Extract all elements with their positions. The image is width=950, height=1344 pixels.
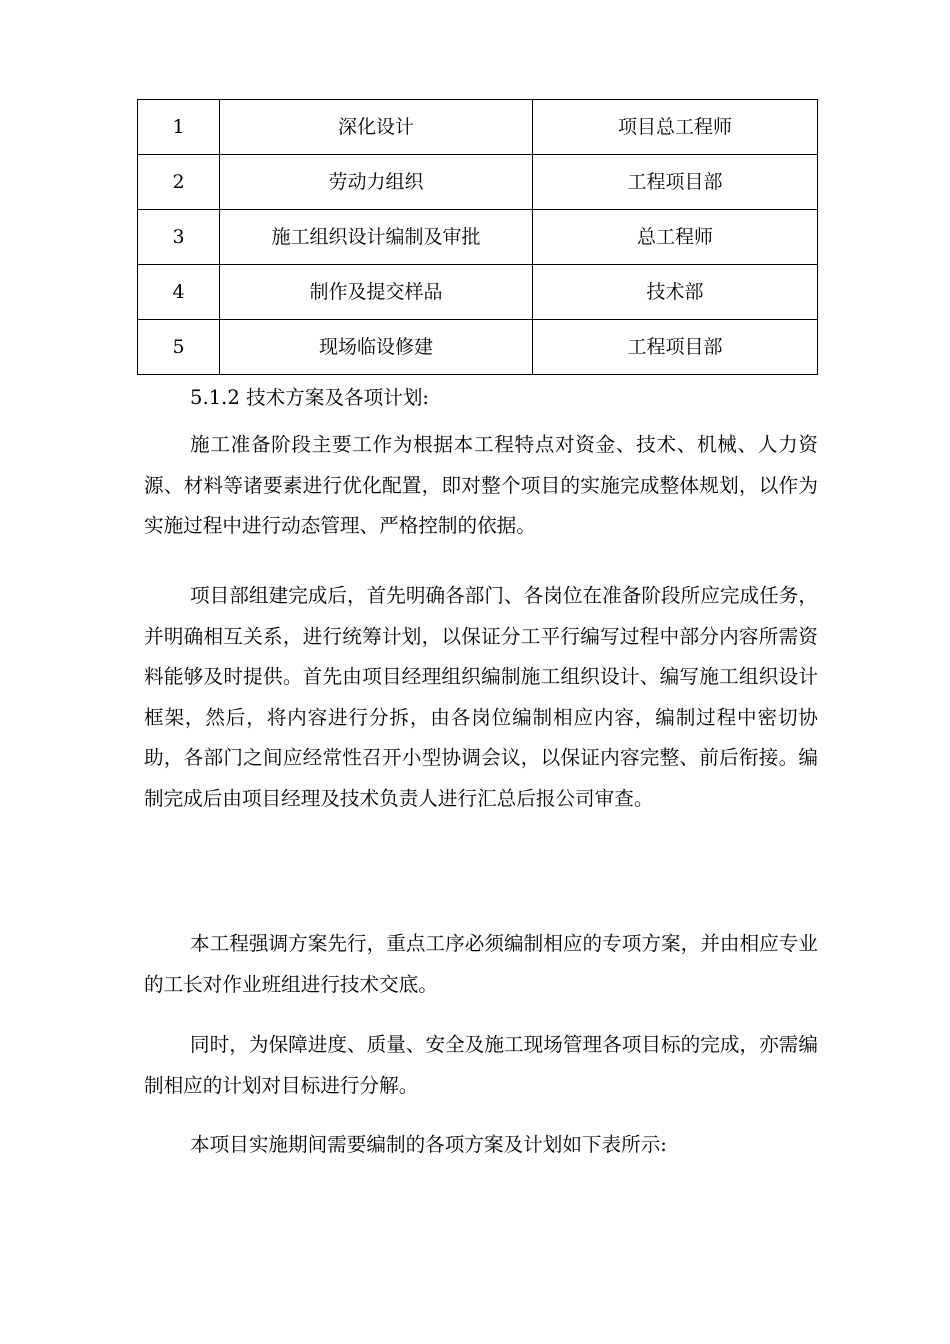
owner-cell: 工程项目部 xyxy=(533,155,818,210)
owner-cell: 技术部 xyxy=(533,265,818,320)
paragraph-table-intro: 本项目实施期间需要编制的各项方案及计划如下表所示: xyxy=(190,1133,667,1156)
table-row xyxy=(138,210,818,265)
task-cell: 制作及提交样品 xyxy=(220,265,533,320)
paragraph-plan-breakdown: 同时，为保障进度、质量、安全及施工现场管理各项目标的完成，亦需编制相应的计划对目标进行分解。 xyxy=(144,1033,818,1097)
owner-cell: 工程项目部 xyxy=(533,320,818,375)
row-number-cell: 2 xyxy=(138,155,220,210)
row-number-cell: 3 xyxy=(138,210,220,265)
responsibility-table xyxy=(137,99,818,375)
row-number-cell: 5 xyxy=(138,320,220,375)
owner-cell: 总工程师 xyxy=(533,210,818,265)
table-row xyxy=(138,265,818,320)
owner-cell: 项目总工程师 xyxy=(533,100,818,155)
paragraph-organization: 项目部组建完成后，首先明确各部门、各岗位在准备阶段所应完成任务，并明确相互关系，进行统筹计划，以保证分工平行编写过程中部分内容所需资料能够及时提供。首先由项目经理组织编制施工组织设计、编写施工组织设计框架，然后，将内容进行分拆，由各岗位编制相应内容，编制过程中密切协助，各部门之间应经常性召开小型协调会议，以保证内容完整、前后衔接。编制完成后由项目经理及技术负责人进行汇总后报公司审查。 xyxy=(144,584,818,810)
paragraph-method-first: 本工程强调方案先行，重点工序必须编制相应的专项方案，并由相应专业的工长对作业班组进行技术交底。 xyxy=(144,932,818,996)
task-cell: 劳动力组织 xyxy=(220,155,533,210)
row-number-cell: 1 xyxy=(138,100,220,155)
section-heading: 5.1.2 技术方案及各项计划: xyxy=(190,386,430,409)
paragraph-preparation: 施工准备阶段主要工作为根据本工程特点对资金、技术、机械、人力资源、材料等诸要素进行优化配置，即对整个项目的实施完成整体规划，以作为实施过程中进行动态管理、严格控制的依据。 xyxy=(144,433,818,537)
row-number-cell: 4 xyxy=(138,265,220,320)
table-row xyxy=(138,100,818,155)
task-cell: 施工组织设计编制及审批 xyxy=(220,210,533,265)
table-row xyxy=(138,320,818,375)
table-row xyxy=(138,155,818,210)
task-cell: 现场临设修建 xyxy=(220,320,533,375)
task-cell: 深化设计 xyxy=(220,100,533,155)
